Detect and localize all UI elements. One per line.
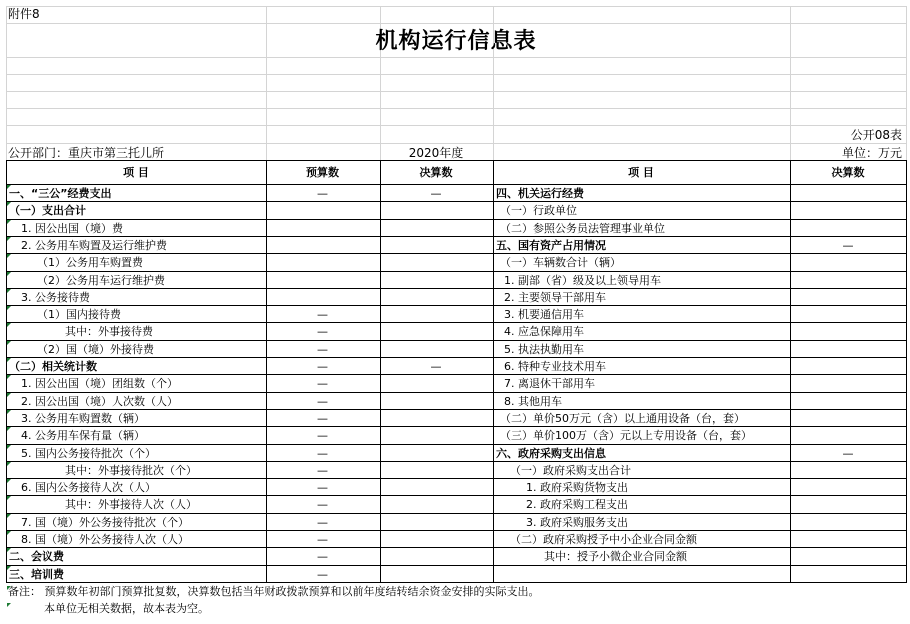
left-row-final bbox=[380, 548, 492, 565]
left-row-label: 1. 因公出国（境）费 bbox=[21, 222, 123, 235]
cell-comment-marker bbox=[7, 514, 11, 518]
left-row-label: （1）国内接待费 bbox=[37, 308, 121, 321]
right-row-label: 其中：授予小微企业合同金额 bbox=[544, 550, 687, 563]
department: 公开部门：重庆市第三托儿所 bbox=[8, 146, 165, 160]
left-row-budget: — bbox=[317, 343, 328, 356]
cell-comment-marker bbox=[7, 375, 11, 379]
right-row-final bbox=[790, 272, 906, 289]
left-row-label: 5. 国内公务接待批次（个） bbox=[21, 447, 156, 460]
note-line-2: 本单位无相关数据，故本表为空。 bbox=[44, 602, 209, 615]
right-row-final bbox=[790, 548, 906, 565]
gridline-h bbox=[6, 74, 906, 75]
left-row-final bbox=[380, 375, 492, 392]
left-row-label: 3. 公务用车购置数（辆） bbox=[21, 412, 145, 425]
left-row-label: 其中：外事接待费 bbox=[65, 325, 153, 338]
right-row-final bbox=[790, 306, 906, 323]
cell-comment-marker bbox=[7, 603, 11, 607]
header-final-right: 决算数 bbox=[831, 166, 865, 179]
gridline-h bbox=[6, 91, 906, 92]
header-budget: 预算数 bbox=[306, 166, 339, 179]
right-row-final bbox=[790, 341, 906, 358]
gridline-h bbox=[6, 6, 906, 7]
right-row-final bbox=[790, 220, 906, 237]
right-row-label: 7. 离退休干部用车 bbox=[504, 377, 595, 390]
cell-comment-marker bbox=[7, 410, 11, 414]
left-row-budget: — bbox=[317, 498, 328, 511]
right-row-label: 1. 政府采购货物支出 bbox=[526, 481, 628, 494]
page-title: 机构运行信息表 bbox=[375, 29, 537, 54]
cell-comment-marker bbox=[7, 479, 11, 483]
right-row-label: 2. 政府采购工程支出 bbox=[526, 498, 628, 511]
attachment-label: 附件8 bbox=[8, 7, 40, 21]
left-row-label: 一、“三公”经费支出 bbox=[9, 187, 112, 200]
left-row-label: 其中：外事接待批次（个） bbox=[65, 464, 197, 477]
left-row-final bbox=[380, 479, 492, 496]
left-row-final bbox=[380, 393, 492, 410]
left-row-budget bbox=[266, 220, 379, 237]
cell-comment-marker bbox=[7, 254, 11, 258]
left-row-final bbox=[380, 427, 492, 444]
cell-comment-marker bbox=[7, 220, 11, 224]
right-row-final: — bbox=[842, 239, 854, 252]
left-row-budget: — bbox=[317, 360, 328, 373]
left-row-label: 二、会议费 bbox=[9, 550, 64, 563]
gridline-h bbox=[6, 57, 906, 58]
right-row-label: 3. 机要通信用车 bbox=[504, 308, 584, 321]
form-number: 公开08表 bbox=[850, 128, 902, 142]
right-row-label: 1. 副部（省）级及以上领导用车 bbox=[504, 274, 661, 287]
right-row-label: （一）车辆数合计（辆） bbox=[500, 256, 621, 269]
right-row-final bbox=[790, 254, 906, 271]
left-row-final bbox=[380, 289, 492, 306]
left-row-budget: — bbox=[317, 516, 328, 529]
right-row-final bbox=[790, 185, 906, 202]
right-row-final bbox=[790, 410, 906, 427]
unit-label: 单位：万元 bbox=[841, 146, 902, 160]
left-row-label: 6. 国内公务接待人次（人） bbox=[21, 481, 156, 494]
right-row-final bbox=[790, 479, 906, 496]
left-row-label: （一）支出合计 bbox=[9, 204, 86, 217]
left-row-label: 7. 国（境）外公务接待批次（个） bbox=[21, 516, 189, 529]
left-row-budget bbox=[266, 289, 379, 306]
left-row-final: — bbox=[430, 187, 442, 200]
right-row-final bbox=[790, 531, 906, 548]
column-border bbox=[906, 160, 907, 582]
right-row-final bbox=[790, 427, 906, 444]
left-row-budget bbox=[266, 254, 379, 271]
cell-comment-marker bbox=[7, 289, 11, 293]
right-row-label: 5. 执法执勤用车 bbox=[504, 343, 584, 356]
cell-comment-marker bbox=[7, 341, 11, 345]
header-item-right: 项 目 bbox=[628, 166, 654, 179]
left-row-label: （二）相关统计数 bbox=[9, 360, 97, 373]
cell-comment-marker bbox=[7, 237, 11, 241]
table-top-border bbox=[6, 160, 907, 161]
right-row-final bbox=[790, 375, 906, 392]
right-row-final bbox=[790, 289, 906, 306]
right-row-final bbox=[790, 393, 906, 410]
left-row-label: 2. 因公出国（境）人次数（人） bbox=[21, 395, 178, 408]
right-row-label: 四、机关运行经费 bbox=[496, 187, 584, 200]
left-row-budget bbox=[266, 272, 379, 289]
right-row-final bbox=[790, 462, 906, 479]
right-row-label: 五、国有资产占用情况 bbox=[496, 239, 606, 252]
right-row-final bbox=[790, 358, 906, 375]
left-row-final bbox=[380, 306, 492, 323]
left-row-budget bbox=[266, 237, 379, 254]
right-row-label: 8. 其他用车 bbox=[504, 395, 562, 408]
left-row-budget: — bbox=[317, 550, 328, 563]
left-row-final: — bbox=[430, 360, 442, 373]
header-final-left: 决算数 bbox=[419, 166, 453, 179]
right-row-label: （二）参照公务员法管理事业单位 bbox=[500, 222, 665, 235]
left-row-label: 4. 公务用车保有量（辆） bbox=[21, 429, 145, 442]
header-item-left: 项 目 bbox=[123, 166, 149, 179]
left-row-final bbox=[380, 410, 492, 427]
left-row-budget: — bbox=[317, 464, 328, 477]
left-row-budget: — bbox=[317, 187, 328, 200]
left-row-label: 2. 公务用车购置及运行维护费 bbox=[21, 239, 167, 252]
left-row-label: （1）公务用车购置费 bbox=[37, 256, 143, 269]
left-row-label: （2）公务用车运行维护费 bbox=[37, 274, 165, 287]
cell-comment-marker bbox=[7, 445, 11, 449]
right-row-final: — bbox=[842, 447, 854, 460]
left-row-budget: — bbox=[317, 429, 328, 442]
left-row-budget: — bbox=[317, 325, 328, 338]
right-row-label bbox=[496, 566, 789, 583]
left-row-budget: — bbox=[317, 481, 328, 494]
cell-comment-marker bbox=[7, 185, 11, 189]
right-row-label: （一）政府采购支出合计 bbox=[510, 464, 631, 477]
left-row-budget: — bbox=[317, 395, 328, 408]
cell-comment-marker bbox=[7, 272, 11, 276]
left-row-final bbox=[380, 566, 492, 583]
left-row-final bbox=[380, 445, 492, 462]
left-row-final bbox=[380, 254, 492, 271]
left-row-budget: — bbox=[317, 447, 328, 460]
gridline-h bbox=[6, 23, 906, 24]
left-row-budget: — bbox=[317, 533, 328, 546]
left-row-final bbox=[380, 531, 492, 548]
right-row-label: （二）政府采购授予中小企业合同金额 bbox=[510, 533, 697, 546]
right-row-final bbox=[790, 514, 906, 531]
left-row-label: 8. 国（境）外公务接待人次（人） bbox=[21, 533, 189, 546]
left-row-budget: — bbox=[317, 377, 328, 390]
gridline-h bbox=[6, 108, 906, 109]
right-row-label: 6. 特种专业技术用车 bbox=[504, 360, 606, 373]
column-border bbox=[493, 160, 494, 582]
right-row-label: 六、政府采购支出信息 bbox=[496, 447, 606, 460]
left-row-label: 1. 因公出国（境）团组数（个） bbox=[21, 377, 178, 390]
right-row-label: （三）单价100万（含）元以上专用设备（台，套） bbox=[500, 429, 752, 442]
cell-comment-marker bbox=[7, 202, 11, 206]
right-row-final bbox=[790, 323, 906, 340]
left-row-final bbox=[380, 514, 492, 531]
left-row-budget: — bbox=[317, 568, 328, 581]
left-row-final bbox=[380, 462, 492, 479]
left-row-label: （2）国（境）外接待费 bbox=[37, 343, 154, 356]
left-row-label: 其中：外事接待人次（人） bbox=[65, 498, 197, 511]
right-row-label: （一）行政单位 bbox=[500, 204, 577, 217]
left-row-label: 3. 公务接待费 bbox=[21, 291, 90, 304]
left-row-budget: — bbox=[317, 308, 328, 321]
cell-comment-marker bbox=[7, 427, 11, 431]
fiscal-year: 2020年度 bbox=[408, 146, 464, 160]
cell-comment-marker bbox=[7, 393, 11, 397]
cell-comment-marker bbox=[7, 462, 11, 466]
cell-comment-marker bbox=[7, 358, 11, 362]
note-line-1: 备注： 预算数年初部门预算批复数，决算数包括当年财政拨款预算和以前年度结转结余资金安排的实际支出。 bbox=[8, 585, 540, 598]
gridline-v bbox=[906, 6, 907, 160]
left-row-final bbox=[380, 237, 492, 254]
left-row-final bbox=[380, 341, 492, 358]
cell-comment-marker bbox=[7, 566, 11, 570]
left-row-budget bbox=[266, 202, 379, 219]
cell-comment-marker bbox=[7, 323, 11, 327]
left-row-budget: — bbox=[317, 412, 328, 425]
left-row-final bbox=[380, 496, 492, 513]
right-row-final bbox=[790, 202, 906, 219]
left-row-final bbox=[380, 272, 492, 289]
right-row-final bbox=[790, 496, 906, 513]
left-row-label: 三、培训费 bbox=[9, 568, 64, 581]
cell-comment-marker bbox=[7, 496, 11, 500]
cell-comment-marker bbox=[7, 548, 11, 552]
left-row-final bbox=[380, 202, 492, 219]
right-row-label: 4. 应急保障用车 bbox=[504, 325, 584, 338]
right-row-label: 3. 政府采购服务支出 bbox=[526, 516, 628, 529]
right-row-label: 2. 主要领导干部用车 bbox=[504, 291, 606, 304]
right-row-label: （二）单价50万元（含）以上通用设备（台，套） bbox=[500, 412, 745, 425]
left-row-final bbox=[380, 323, 492, 340]
gridline-h bbox=[6, 125, 906, 126]
left-row-final bbox=[380, 220, 492, 237]
cell-comment-marker bbox=[7, 306, 11, 310]
right-row-final bbox=[790, 566, 906, 583]
cell-comment-marker bbox=[7, 531, 11, 535]
